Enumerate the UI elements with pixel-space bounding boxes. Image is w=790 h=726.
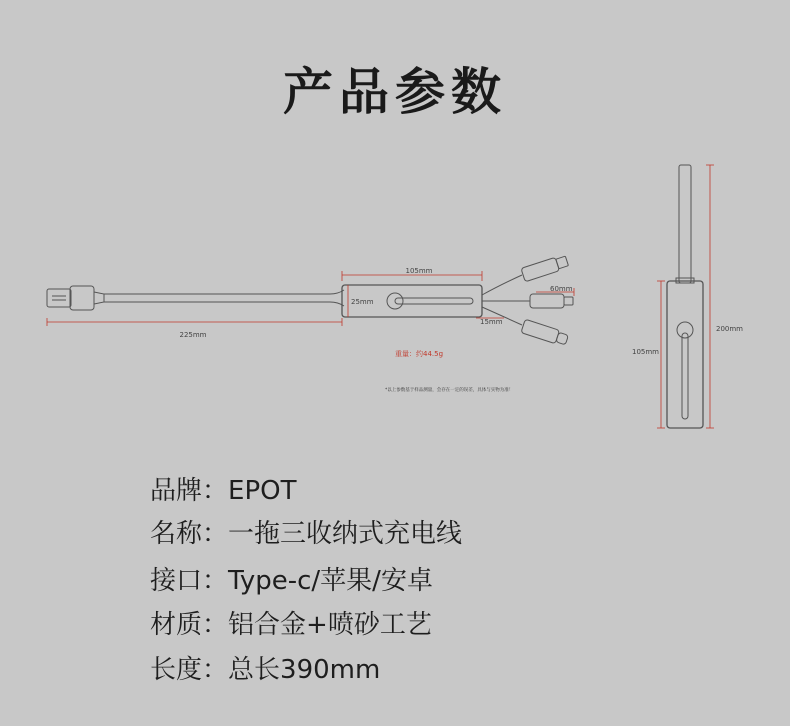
dim-105mm-side: 105mm — [632, 348, 659, 356]
spec-sep: ： — [202, 566, 229, 596]
spec-row-length — [150, 649, 380, 686]
spec-value: EPOT — [228, 476, 297, 506]
spec-row-interface — [150, 560, 433, 597]
spec-sep: ： — [202, 519, 229, 549]
spec-sep: ： — [202, 476, 229, 506]
spec-value: 总长390mm — [228, 655, 381, 685]
spec-key: 长度 — [150, 655, 203, 685]
side-body — [667, 281, 703, 428]
spec-row-brand — [150, 470, 296, 507]
dim-60mm: 60mm — [550, 285, 573, 293]
spec-sep: ： — [202, 655, 229, 685]
spec-value: Type-c/苹果/安卓 — [228, 566, 433, 596]
dim-15mm: 15mm — [480, 318, 503, 326]
spec-key: 接口 — [150, 566, 203, 596]
side-cable-stub — [679, 165, 691, 283]
dim-225mm: 225mm — [179, 331, 207, 339]
usb-c-connector-icon — [521, 319, 569, 347]
dim-25mm: 25mm — [351, 298, 374, 306]
spec-key: 品牌 — [150, 476, 203, 506]
measurement-note: *以上参数基于样品测量，会存在一定的误差，具体与实物为准！ — [385, 388, 514, 393]
spec-row-name — [150, 513, 462, 550]
usb-a-housing — [70, 286, 94, 310]
spec-key: 材质 — [150, 610, 203, 640]
spec-key: 名称 — [150, 519, 203, 549]
side-dimension-lines — [657, 165, 714, 428]
lightning-connector-icon — [530, 294, 573, 308]
spec-value: 铝合金+喷砂工艺 — [228, 610, 432, 640]
slider-track — [395, 298, 473, 304]
spec-sep: ： — [202, 610, 229, 640]
usb-a-plug-icon — [47, 289, 71, 307]
side-slider-knob-icon — [677, 322, 693, 338]
front-view-drawing — [47, 254, 573, 347]
dim-200mm: 200mm — [716, 325, 743, 333]
micro-usb-connector-icon — [521, 254, 569, 282]
page-title: 产品参数 — [283, 63, 507, 121]
spec-value: 一拖三收纳式充电线 — [228, 519, 463, 549]
dim-105mm-top: 105mm — [405, 267, 433, 275]
spec-row-material — [150, 604, 432, 641]
weight-label: 重量：约44.5g — [395, 350, 444, 358]
side-view-drawing — [667, 165, 703, 428]
side-slider-track — [682, 333, 688, 419]
cable-branch-top — [482, 275, 522, 295]
